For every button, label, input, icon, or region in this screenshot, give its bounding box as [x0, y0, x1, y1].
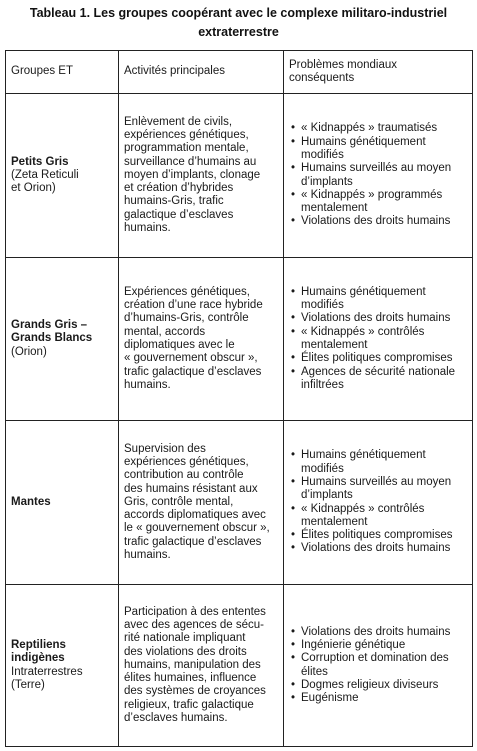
problem-item: • Violations des droits humains: [301, 312, 467, 325]
problem-item: • « Kidnappés » contrôlés mentalement: [301, 326, 467, 353]
table-row-reptiliens: [6, 585, 473, 747]
problem-item: • Violations des droits humains: [301, 542, 467, 555]
problems-cell: [284, 94, 473, 258]
table-row-mantes: [6, 421, 473, 585]
problem-item: • Humains génétiquement modifiés: [301, 449, 467, 476]
group-origin: (Orion): [11, 345, 47, 358]
et-groups-table: [5, 50, 473, 747]
activities-cell: Supervision des expériences génétiques, contribution au contrôle des humains résistant aux Gris, contrôle mental, accords diplomatiques avec le « gouvernement obscur », trafic galactique d’esclaves humains.: [119, 421, 284, 585]
problem-item: • « Kidnappés » traumatisés: [301, 122, 467, 135]
problem-item: • Humains surveillés au moyen d’implants: [301, 162, 467, 189]
header-problemes: Problèmes mondiaux conséquents: [284, 51, 473, 94]
problem-item: • Violations des droits humains: [301, 626, 467, 639]
table-row-grands-gris: [6, 258, 473, 421]
problem-item: • Dogmes religieux diviseurs: [301, 679, 467, 692]
problems-list: [289, 286, 467, 392]
group-cell: [6, 258, 119, 421]
group-name: Grands Gris – Grands Blancs: [11, 319, 93, 345]
problem-item: • Ingénierie génétique: [301, 639, 467, 652]
table-title: Tableau 1. Les groupes coopérant avec le complexe militaro-industriel extraterrestre: [29, 6, 448, 39]
problem-item: • Élites politiques compromises: [301, 352, 467, 365]
table-header-row: [6, 51, 473, 94]
problem-item: • « Kidnappés » programmés mentalement: [301, 189, 467, 216]
problems-list: [289, 626, 467, 706]
table-row-petits-gris: [6, 94, 473, 258]
group-name: Reptiliens indigènes: [11, 638, 66, 665]
problem-item: • Eugénisme: [301, 692, 467, 705]
problem-item: • Humains surveillés au moyen d’implants: [301, 476, 467, 503]
activities-cell: Expériences génétiques, création d’une race hybride d’humains-Gris, contrôle mental, accords diplomatiques avec le « gouvernement obscur », trafic galactique d’esclaves humains.: [119, 258, 284, 421]
problem-item: • Humains génétiquement modifiés: [301, 136, 467, 163]
group-name: Petits Gris: [11, 155, 69, 168]
activities-cell: Participation à des ententes avec des agences de sécu- rité nationale impliquant des violations des droits humains, manipulation des élites humaines, influence des systèmes de croyances religieux, trafic galactique d’esclaves humains.: [119, 585, 284, 747]
problems-cell: [284, 258, 473, 421]
problem-item: • Violations des droits humains: [301, 215, 467, 228]
group-cell: [6, 585, 119, 747]
group-origin: (Zeta Reticuli et Orion): [11, 168, 79, 195]
header-activites: Activités principales: [119, 51, 284, 94]
problems-cell: [284, 585, 473, 747]
activities-cell: Enlèvement de civils, expériences génétiques, programmation mentale, surveillance d’humains au moyen d’implants, clonage et création d’hybrides humains-Gris, trafic galactique d’esclaves humains.: [119, 94, 284, 258]
problem-item: • Élites politiques compromises: [301, 529, 467, 542]
problems-cell: [284, 421, 473, 585]
problems-list: [289, 449, 467, 555]
problems-list: [289, 122, 467, 228]
header-groupes-et: Groupes ET: [6, 51, 119, 94]
group-cell: [6, 94, 119, 258]
group-cell: [6, 421, 119, 585]
problem-item: • « Kidnappés » contrôlés mentalement: [301, 503, 467, 530]
group-name: Mantes: [11, 495, 51, 508]
group-origin: Intraterrestres (Terre): [11, 665, 83, 691]
problem-item: • Agences de sécurité nationale infiltrées: [301, 366, 467, 393]
problem-item: • Corruption et domination des élites: [301, 652, 467, 679]
problem-item: • Humains génétiquement modifiés: [301, 286, 467, 313]
